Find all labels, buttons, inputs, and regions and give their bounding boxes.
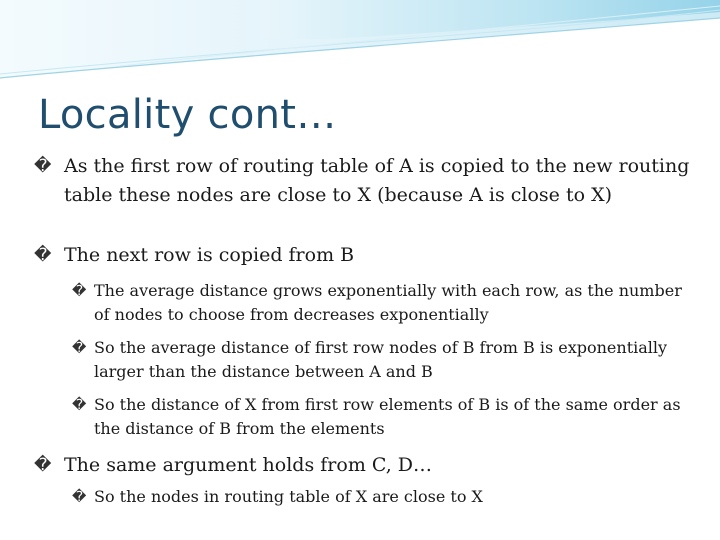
bullet-text: The next row is copied from B [64, 244, 355, 266]
bullet-text: The average distance grows exponentially with each row, as the number of nodes to choose from decreases exponentially [94, 281, 682, 324]
bullet-text: The same argument holds from C, D… [64, 454, 433, 476]
bullet-glyph-icon: � [34, 245, 52, 265]
bullet-glyph-icon: � [72, 397, 87, 413]
bullet-text: So the nodes in routing table of X are close to X [94, 487, 483, 506]
slide-title: Locality cont… [38, 92, 337, 138]
bullet-text: So the distance of X from first row elements of B is of the same order as the distance of B from the elements [94, 395, 681, 438]
bullet-text: As the first row of routing table of A is copied to the new routing table these nodes are close to X (because A is close to X) [64, 155, 690, 206]
sub-bullet-item [72, 336, 682, 384]
sub-bullet-item [72, 279, 682, 327]
bullet-item [34, 241, 694, 270]
bullet-item [34, 451, 694, 480]
bullet-text: So the average distance of first row nodes of B from B is exponentially larger than the distance between A and B [94, 338, 668, 381]
sub-bullet-item [72, 485, 682, 509]
sub-bullet-item [72, 393, 682, 441]
bullet-glyph-icon: � [72, 340, 87, 356]
bullet-item [34, 152, 694, 210]
bullet-glyph-icon: � [72, 283, 87, 299]
bullet-glyph-icon: � [34, 455, 52, 475]
bullet-glyph-icon: � [34, 156, 52, 176]
bullet-glyph-icon: � [72, 489, 87, 505]
